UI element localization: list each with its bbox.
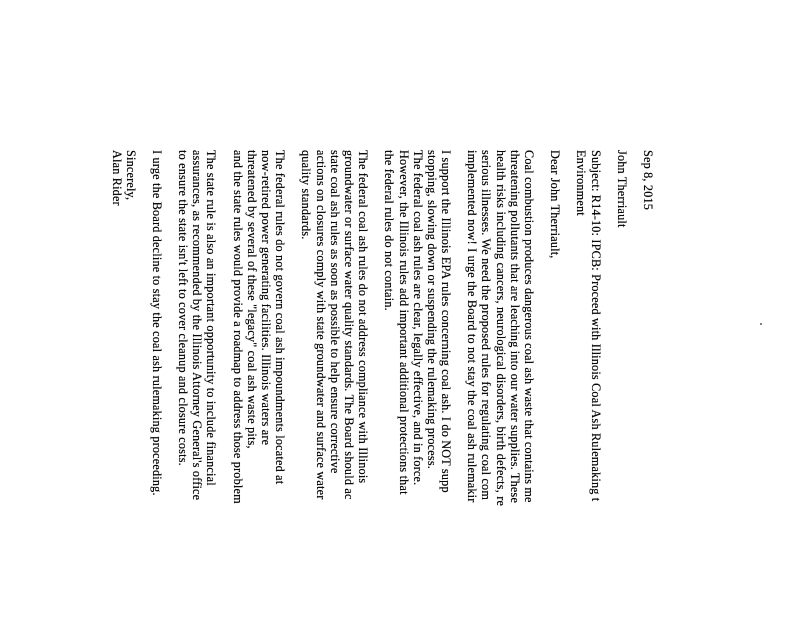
paragraph-3-line: The federal coal ash rules do not address compliance with Illinois: [356, 150, 371, 484]
paragraph-2-line: I support the Illinois EPA rules concerning coal ash. I do NOT supp: [439, 150, 454, 493]
paragraph-2-line: the federal rules do not contain.: [382, 150, 397, 311]
letter-date: Sep 8, 2015: [641, 150, 655, 211]
salutation: Dear John Therriault,: [548, 150, 563, 259]
paragraph-5: [176, 150, 219, 618]
paragraph-3: [299, 150, 370, 618]
letter-recipient: John Therriault: [614, 150, 629, 228]
paragraph-4-line: and the state rules would provide a roadmap to address those problem: [230, 150, 245, 504]
subject-line-2: Environment: [574, 150, 589, 216]
paragraph-2-line: stopping, slowing down or suspending the rulemaking process.: [424, 150, 439, 470]
paragraph-2-line: The federal coal ash rules are clear, legally effective, and in force.: [410, 150, 425, 486]
closing: Sincerely,: [123, 150, 138, 201]
paragraph-1-line: health risks including cancers, neurological disorders, birth defects, re: [493, 150, 508, 507]
paragraph-3-line: actions on closures comply with state groundwater and surface water: [313, 150, 328, 500]
paragraph-4: [231, 150, 288, 618]
paragraph-5-line: assurances, as recommended by the Illinois Attorney General's office: [190, 150, 205, 501]
rotated-letter-body: [109, 150, 655, 618]
paragraph-3-line: state coal ash rules as soon as possible to help ensure corrective: [327, 150, 342, 474]
signature-name: Alan Rider: [109, 150, 124, 206]
paragraph-6: [150, 150, 164, 618]
paragraph-3-line: quality standards.: [299, 150, 314, 240]
subject-line-1: Subject: R14-10: IPCB: Proceed with Illinois Coal Ash Rulemaking t: [588, 150, 603, 502]
paragraph-1-line: serious illnesses. We need the proposed rules for regulating coal com: [479, 150, 494, 501]
paragraph-6-line: I urge the Board decline to stay the coal ash rulemaking proceeding.: [149, 150, 164, 496]
paragraph-5-line: to ensure the state isn't left to cover cleanup and closure costs.: [176, 150, 191, 466]
paragraph-2: [382, 150, 453, 618]
paragraph-1-line: threatening pollutants that are leaching into our water supplies. These: [507, 150, 522, 504]
paragraph-1-line: implemented now! I urge the Board to not stay the coal ash rulemakir: [465, 150, 480, 503]
paragraph-3-line: groundwater or surface water quality standards. The Board should ac: [342, 150, 356, 500]
paragraph-4-line: now-retired power generating facilities. Illinois waters are: [259, 150, 274, 446]
paragraph-1-line: Coal combustion produces dangerous coal ash waste that contains me: [522, 150, 537, 503]
paragraph-1: [465, 150, 536, 618]
scan-speck: [760, 323, 762, 325]
paragraph-4-line: The federal rules do not govern coal ash impoundments located at: [273, 150, 288, 485]
paragraph-5-line: The state rule is also an important opportunity to include financial: [204, 150, 219, 486]
paragraph-2-line: However, the Illinois rules add important additional protections that: [396, 150, 411, 495]
paragraph-4-line: threatened by several of these "legacy" coal ash waste pits,: [244, 150, 259, 449]
